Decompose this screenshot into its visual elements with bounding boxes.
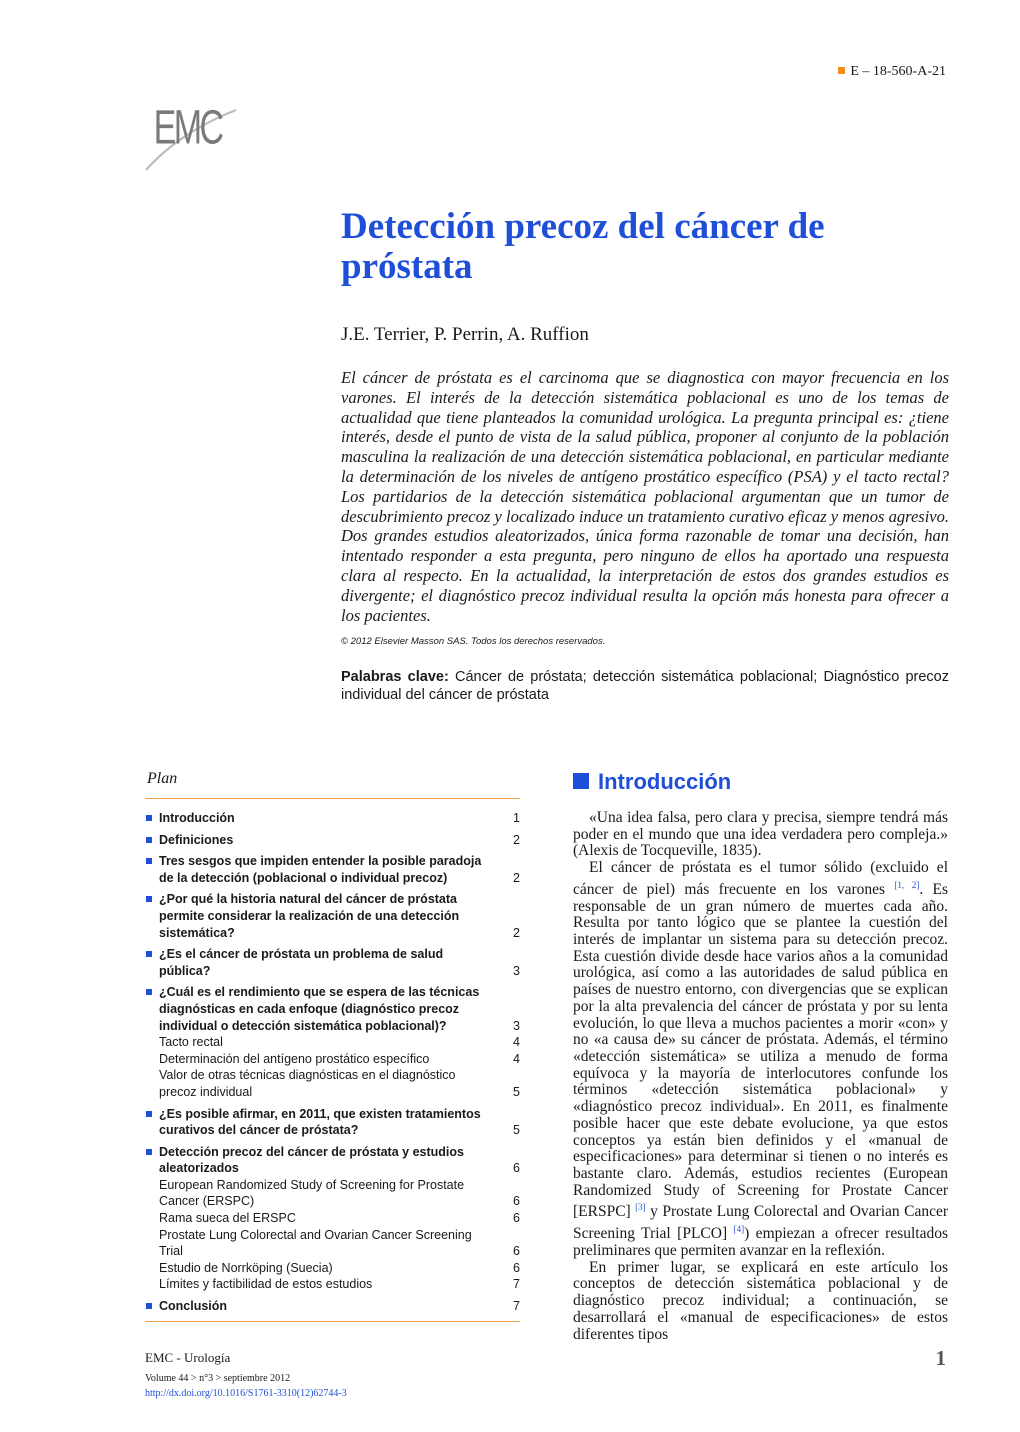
plan-item-label: Rama sueca del ERSPC — [159, 1211, 296, 1226]
plan-item-label: ¿Cuál es el rendimiento que se espera de las técnicas diagnósticas en cada enfoque (diagnóstico precoz individual o detección sistemática poblacional)? — [159, 985, 480, 1033]
plan-bullet-icon — [146, 951, 152, 957]
introduction-heading — [573, 769, 731, 795]
doi-link[interactable]: http://dx.doi.org/10.1016/S1761-3310(12)62744-3 — [145, 1388, 347, 1399]
plan-item-label: Estudio de Norrköping (Suecia) — [159, 1260, 333, 1275]
document-code-text: E – 18-560-A-21 — [850, 64, 946, 79]
plan-item-page: 6 — [513, 1194, 520, 1209]
intro-p2-part-a: El cáncer de próstata es el tumor sólido (excluido el cáncer de piel) más frecuente en los varones — [573, 859, 948, 898]
plan-bullet-icon — [146, 858, 152, 864]
plan-subsection-item[interactable] — [145, 1067, 520, 1100]
plan-item-label: ¿Por qué la historia natural del cáncer de próstata permite considerar la realización de una detección sistemática? — [159, 892, 460, 940]
plan-subsection-item[interactable] — [145, 1034, 520, 1051]
plan-section-item[interactable] — [145, 1144, 520, 1177]
intro-quote: «Una idea falsa, pero clara y precisa, siempre tendrá más poder en el mundo que una idea verdadera pero compleja.» (Alexis de Tocqueville, 1835). — [573, 809, 948, 860]
plan-list — [145, 810, 520, 1315]
page-number: 1 — [935, 1346, 946, 1370]
plan-bullet-icon — [146, 837, 152, 843]
intro-p2-part-c: y Prostate Lung Colorectal and Ovarian Cancer Screening Trial [PLCO] — [573, 1203, 948, 1243]
plan-subsection-item[interactable] — [145, 1177, 520, 1210]
plan-section-item[interactable] — [145, 891, 520, 941]
plan-bullet-icon — [146, 815, 152, 821]
keywords — [341, 668, 949, 704]
plan-item-page: 3 — [513, 963, 520, 978]
plan-item-label: Tres sesgos que impiden entender la posible paradoja de la detección (poblacional o individual precoz) — [159, 854, 482, 885]
plan-item-label: Límites y factibilidad de estos estudios — [159, 1277, 373, 1292]
plan-section-item[interactable] — [145, 946, 520, 979]
plan-item-page: 6 — [513, 1161, 520, 1176]
copyright: © 2012 Elsevier Masson SAS. Todos los derechos reservados. — [341, 636, 606, 647]
keywords-label: Palabras clave: — [341, 669, 449, 685]
plan-item-page: 5 — [513, 1123, 520, 1138]
abstract: El cáncer de próstata es el carcinoma que se diagnostica con mayor frecuencia en los varones. El interés de la detección sistemática poblacional es uno de los temas de actualidad que tiene planteados la comunidad urológica. La pregunta principal es: ¿tiene interés, desde el punto de vista de la salud pública, proponer al conjunto de la población masculina la realización de una detección sistemática poblacional, en particular mediante la determinación de los niveles de antígeno prostático específico (PSA) y el tacto rectal? Los partidarios de la detección sistemática poblacional argumentan que un tumor de descubrimiento precoz y localizado induce un tratamiento curativo eficaz y menos agresivo. Dos grandes estudios aleatorizados, única forma razonable de tomar una decisión, han intentado responder a esta pregunta, pero ninguno de ellos ha aportado una respuesta clara al respecto. En la actualidad, la interpretación de estos dos grandes estudios es divergente; el diagnóstico precoz individual resulta la opción más honesta para ofrecer a los pacientes. — [341, 368, 949, 625]
plan-subsection-item[interactable] — [145, 1227, 520, 1260]
intro-paragraph-2 — [573, 860, 948, 1260]
plan-bottom-rule — [145, 1321, 520, 1322]
plan-item-label: Definiciones — [159, 832, 234, 847]
citation-1-2[interactable]: [1, 2] — [894, 879, 920, 890]
plan-item-page: 7 — [513, 1277, 520, 1292]
plan-item-label: Detección precoz del cáncer de próstata y estudios aleatorizados — [159, 1144, 464, 1176]
document-code — [838, 64, 946, 80]
emc-logo — [140, 92, 240, 172]
plan-item-label: Determinación del antígeno prostático específico — [159, 1051, 430, 1066]
plan-section-item[interactable] — [145, 984, 520, 1034]
plan-bullet-icon — [146, 896, 152, 902]
article-authors: J.E. Terrier, P. Perrin, A. Ruffion — [341, 324, 589, 345]
blue-square-icon — [573, 773, 589, 789]
plan-bullet-icon — [146, 1111, 152, 1117]
plan-subsection-item[interactable] — [145, 1210, 520, 1227]
plan-item-label: Valor de otras técnicas diagnósticas en el diagnóstico precoz individual — [159, 1068, 456, 1099]
plan-subsection-item[interactable] — [145, 1276, 520, 1293]
plan-item-page: 3 — [513, 1018, 520, 1033]
introduction-body — [573, 810, 948, 1343]
introduction-heading-text: Introducción — [598, 769, 732, 794]
plan-section-item[interactable] — [145, 1298, 520, 1315]
citation-4[interactable]: [4] — [733, 1224, 745, 1235]
plan-item-page: 6 — [513, 1211, 520, 1226]
intro-p2-part-d: ) empiezan a ofrecer resultados preliminares que permiten avanzar en la reflexión. — [573, 1225, 949, 1260]
intro-paragraph-3: En primer lugar, se explicará en este artículo los conceptos de detección sistemática poblacional y de diagnóstico precoz individual; a continuación, se desarrollará el «manual de especificaciones» de estos diferentes tipos — [573, 1258, 948, 1343]
plan-item-page: 2 — [513, 832, 520, 847]
plan-bullet-icon — [146, 1149, 152, 1155]
plan-section-item[interactable] — [145, 832, 520, 849]
plan-item-label: Prostate Lung Colorectal and Ovarian Cancer Screening Trial — [159, 1227, 472, 1259]
plan-item-label: Tacto rectal — [159, 1035, 223, 1050]
plan-section-item[interactable] — [145, 853, 520, 886]
plan-bullet-icon — [146, 989, 152, 995]
plan-item-page: 4 — [513, 1051, 520, 1066]
intro-p2-part-b: . Es responsable de un gran número de muertes cada año. Resulta por tanto lógico que se plantee la cuestión del interés de implantar un sistema para su detección precoz. Esta cuestión divide desde hace varios años a la comunidad urológica, así como a las autoridades de salud pública en países de nuestro entorno, con divergencias que se explican por la alta prevalencia del cáncer de próstata y por su lenta evolución, lo que lleva a muchos pacientes a morir «con» y no «a causa de» su cáncer de próstata. Además, el término «detección sistemática» se utiliza a menudo de forma equívoca y la mayoría de interlocutores confunde los términos «detección sistemática poblacional» y «diagnóstico precoz individual». En 2011, es finalmente posible hacer que este debate evolucione, ya que estos conceptos ya están bien definidos y el «manual de especificaciones» para determinar si tienen o no interés es bastante claro. Además, estudios recientes (European Randomized Study of Screening for Prostate Cancer [ERSPC] — [573, 880, 949, 1221]
plan-item-page: 5 — [513, 1084, 520, 1099]
plan-item-label: Conclusión — [159, 1299, 228, 1314]
plan-item-page: 2 — [513, 925, 520, 940]
keywords-text: Cáncer de próstata; detección sistemática poblacional; Diagnóstico precoz individual del cáncer de próstata — [341, 669, 950, 703]
logo-text: EMC — [153, 99, 222, 154]
plan-subsection-item[interactable] — [145, 1260, 520, 1277]
volume-info: Volume 44 > n°3 > septiembre 2012 — [145, 1373, 291, 1384]
plan-item-label: ¿Es el cáncer de próstata un problema de salud pública? — [159, 947, 444, 978]
citation-3[interactable]: [3] — [635, 1202, 646, 1213]
plan-item-page: 6 — [513, 1260, 520, 1275]
plan-section-item[interactable] — [145, 1106, 520, 1139]
plan-subsection-item[interactable] — [145, 1051, 520, 1068]
article-title: Detección precoz del cáncer de próstata — [341, 206, 825, 287]
orange-square-icon — [838, 67, 845, 74]
plan-section-item[interactable] — [145, 810, 520, 827]
plan-item-label: ¿Es posible afirmar, en 2011, que existen tratamientos curativos del cáncer de próstata? — [159, 1106, 481, 1138]
journal-name: EMC - Urología — [145, 1350, 231, 1365]
plan-item-label: European Randomized Study of Screening for Prostate Cancer (ERSPC) — [159, 1177, 465, 1209]
plan-item-page: 7 — [513, 1299, 520, 1314]
plan-item-page: 6 — [513, 1244, 520, 1259]
plan-item-page: 4 — [513, 1035, 520, 1050]
plan-top-rule — [145, 798, 520, 799]
plan-title: Plan — [147, 770, 178, 787]
plan-item-page: 2 — [513, 870, 520, 885]
plan-item-page: 1 — [513, 811, 520, 825]
plan-item-label: Introducción — [159, 811, 235, 825]
plan-bullet-icon — [146, 1303, 152, 1309]
